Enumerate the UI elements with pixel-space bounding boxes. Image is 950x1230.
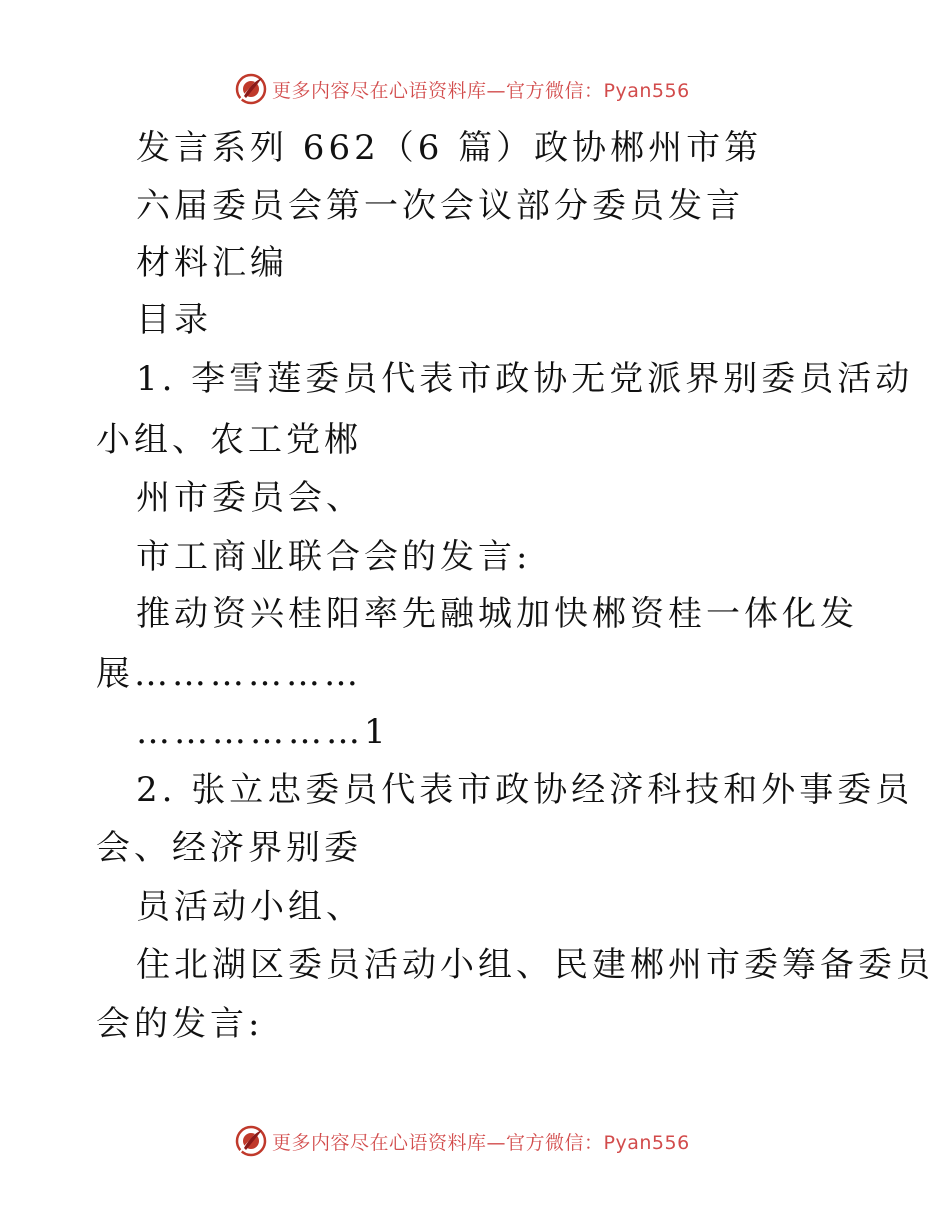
feather-logo-icon: [234, 1124, 268, 1158]
toc-entry-2-line-4: 住北湖区委员活动小组、民建郴州市委筹备委员: [136, 945, 934, 985]
watermark-text: 更多内容尽在心语资料库—官方微信：Pyan556: [272, 79, 690, 102]
feather-logo-icon: [234, 72, 268, 106]
toc-entry-2-line-3: 员活动小组、: [136, 887, 364, 927]
toc-entry-1-subtitle: 推动资兴桂阳率先融城加快郴资桂一体化发: [136, 594, 858, 634]
toc-entry-2-line-5: 会的发言:: [96, 1004, 264, 1044]
toc-entry-1-line-3: 州市委员会、: [136, 478, 364, 518]
toc-entry-2-line-1: 2. 张立忠委员代表市政协经济科技和外事委员: [136, 770, 914, 810]
footer-watermark: [234, 1124, 690, 1158]
toc-entry-2-line-2: 会、经济界别委: [96, 828, 362, 868]
toc-entry-1-line-1: 1. 李雪莲委员代表市政协无党派界别委员活动: [136, 359, 914, 399]
header-watermark: [234, 72, 690, 106]
title-line-3: 材料汇编: [136, 243, 288, 283]
toc-entry-1-page: ………………1: [136, 712, 390, 752]
toc-entry-1-leader: 展………………: [96, 654, 362, 694]
title-line-1: 发言系列 662（6 篇）政协郴州市第: [136, 128, 763, 168]
watermark-text: 更多内容尽在心语资料库—官方微信：Pyan556: [272, 1131, 690, 1154]
toc-entry-1-line-2: 小组、农工党郴: [96, 420, 362, 460]
title-line-2: 六届委员会第一次会议部分委员发言: [136, 186, 744, 226]
toc-entry-1-line-4: 市工商业联合会的发言:: [136, 537, 532, 577]
toc-heading: 目录: [136, 300, 212, 340]
